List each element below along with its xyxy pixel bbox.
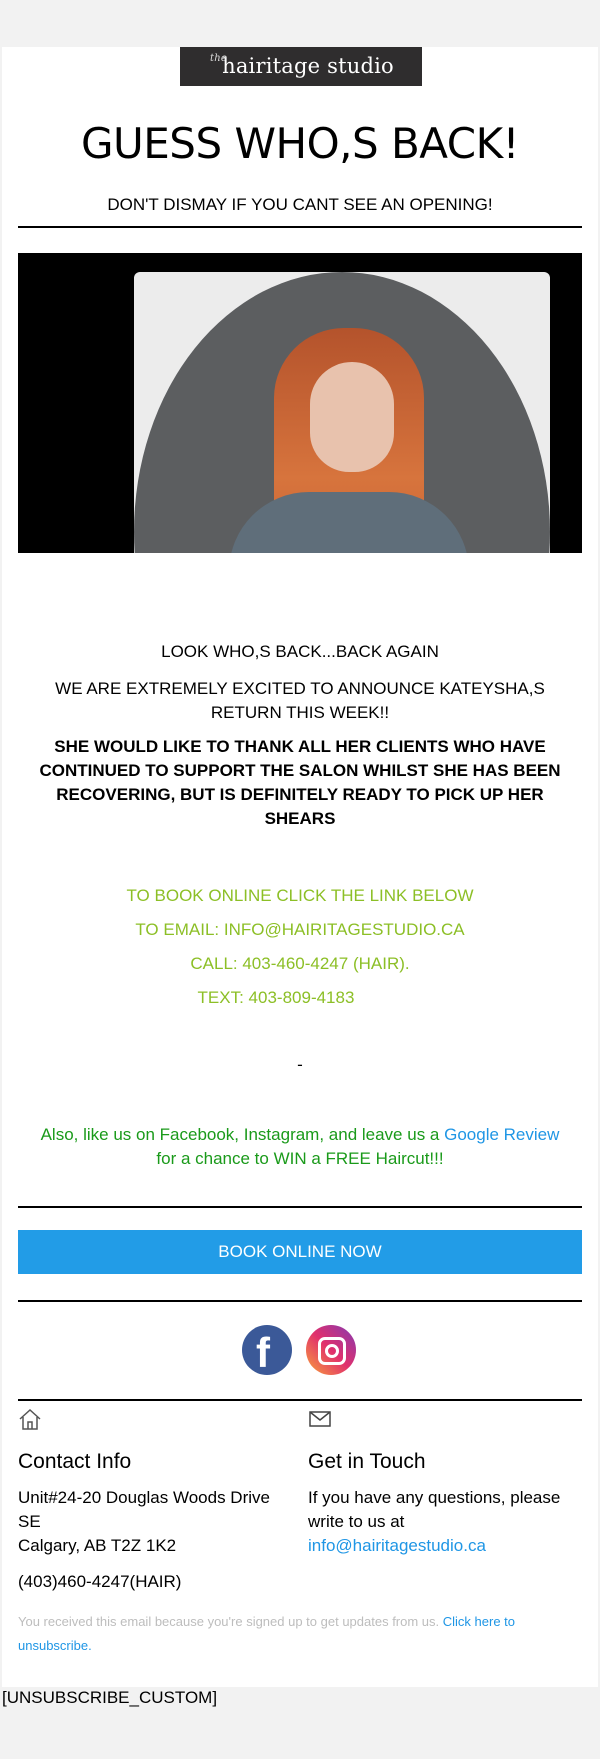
booking-call[interactable]: CALL: 403-460-4247 (HAIR).	[190, 954, 410, 973]
instagram-icon[interactable]	[306, 1325, 356, 1375]
google-review-link[interactable]: Google Review	[444, 1125, 560, 1144]
footer-notice: You received this email because you're signed up to get updates from us. Click here to unsubscribe.	[18, 1614, 516, 1653]
headline: GUESS WHO,S BACK!	[80, 119, 520, 168]
booking-online: TO BOOK ONLINE CLICK THE LINK BELOW	[126, 886, 474, 905]
contact-email-link[interactable]: info@hairitagestudio.ca	[308, 1536, 486, 1555]
envelope-icon	[308, 1407, 332, 1431]
divider	[18, 1399, 582, 1401]
dash-separator: -	[297, 1055, 303, 1074]
promo-after: for a chance to WIN a FREE Haircut!!!	[156, 1149, 444, 1168]
facebook-icon[interactable]: f	[242, 1325, 292, 1375]
logo-name: hairitage studio	[222, 54, 394, 78]
home-icon	[18, 1407, 42, 1431]
logo-prefix: the	[210, 53, 227, 64]
get-in-touch-title: Get in Touch	[308, 1450, 426, 1473]
body-line-1: LOOK WHO,S BACK...BACK AGAIN	[161, 642, 439, 661]
hero-image	[18, 253, 582, 553]
divider	[18, 1206, 582, 1208]
promo-text	[32, 1123, 568, 1171]
promo-before: Also, like us on Facebook, Instagram, and leave us a	[40, 1125, 445, 1144]
stylist-photo	[134, 272, 550, 553]
booking-email[interactable]: TO EMAIL: INFO@HAIRITAGESTUDIO.CA	[135, 920, 465, 939]
book-online-button[interactable]: BOOK ONLINE NOW	[18, 1230, 582, 1274]
get-in-touch-text: If you have any questions, please write to us at info@hairitagestudio.ca	[308, 1488, 561, 1555]
contact-phone[interactable]: (403)460-4247(HAIR)	[18, 1572, 182, 1591]
email-card	[2, 47, 598, 1687]
subhead: DON'T DISMAY IF YOU CANT SEE AN OPENING!	[107, 195, 493, 214]
body-line-3: SHE WOULD LIKE TO THANK ALL HER CLIENTS WHO HAVE CONTINUED TO SUPPORT THE SALON WHILST SHE HAS BEEN RECOVERING, BUT IS DEFINITELY READY TO PICK UP HER SHEARS	[39, 737, 561, 828]
divider	[18, 1300, 582, 1302]
get-in-touch-column	[308, 1407, 578, 1558]
brand-logo	[180, 47, 422, 86]
unsubscribe-link[interactable]: Click here to unsubscribe.	[18, 1614, 516, 1653]
body-line-2: WE ARE EXTREMELY EXCITED TO ANNOUNCE KATEYSHA,S RETURN THIS WEEK!!	[55, 679, 545, 722]
contact-info-column	[18, 1407, 288, 1594]
unsubscribe-custom: [UNSUBSCRIBE_CUSTOM]	[2, 1688, 218, 1707]
contact-info-title: Contact Info	[18, 1450, 132, 1473]
contact-address: Unit#24-20 Douglas Woods Drive SE Calgary, AB T2Z 1K2	[18, 1488, 270, 1555]
divider	[18, 226, 582, 228]
booking-text[interactable]: TEXT: 403-809-4183	[197, 988, 355, 1007]
